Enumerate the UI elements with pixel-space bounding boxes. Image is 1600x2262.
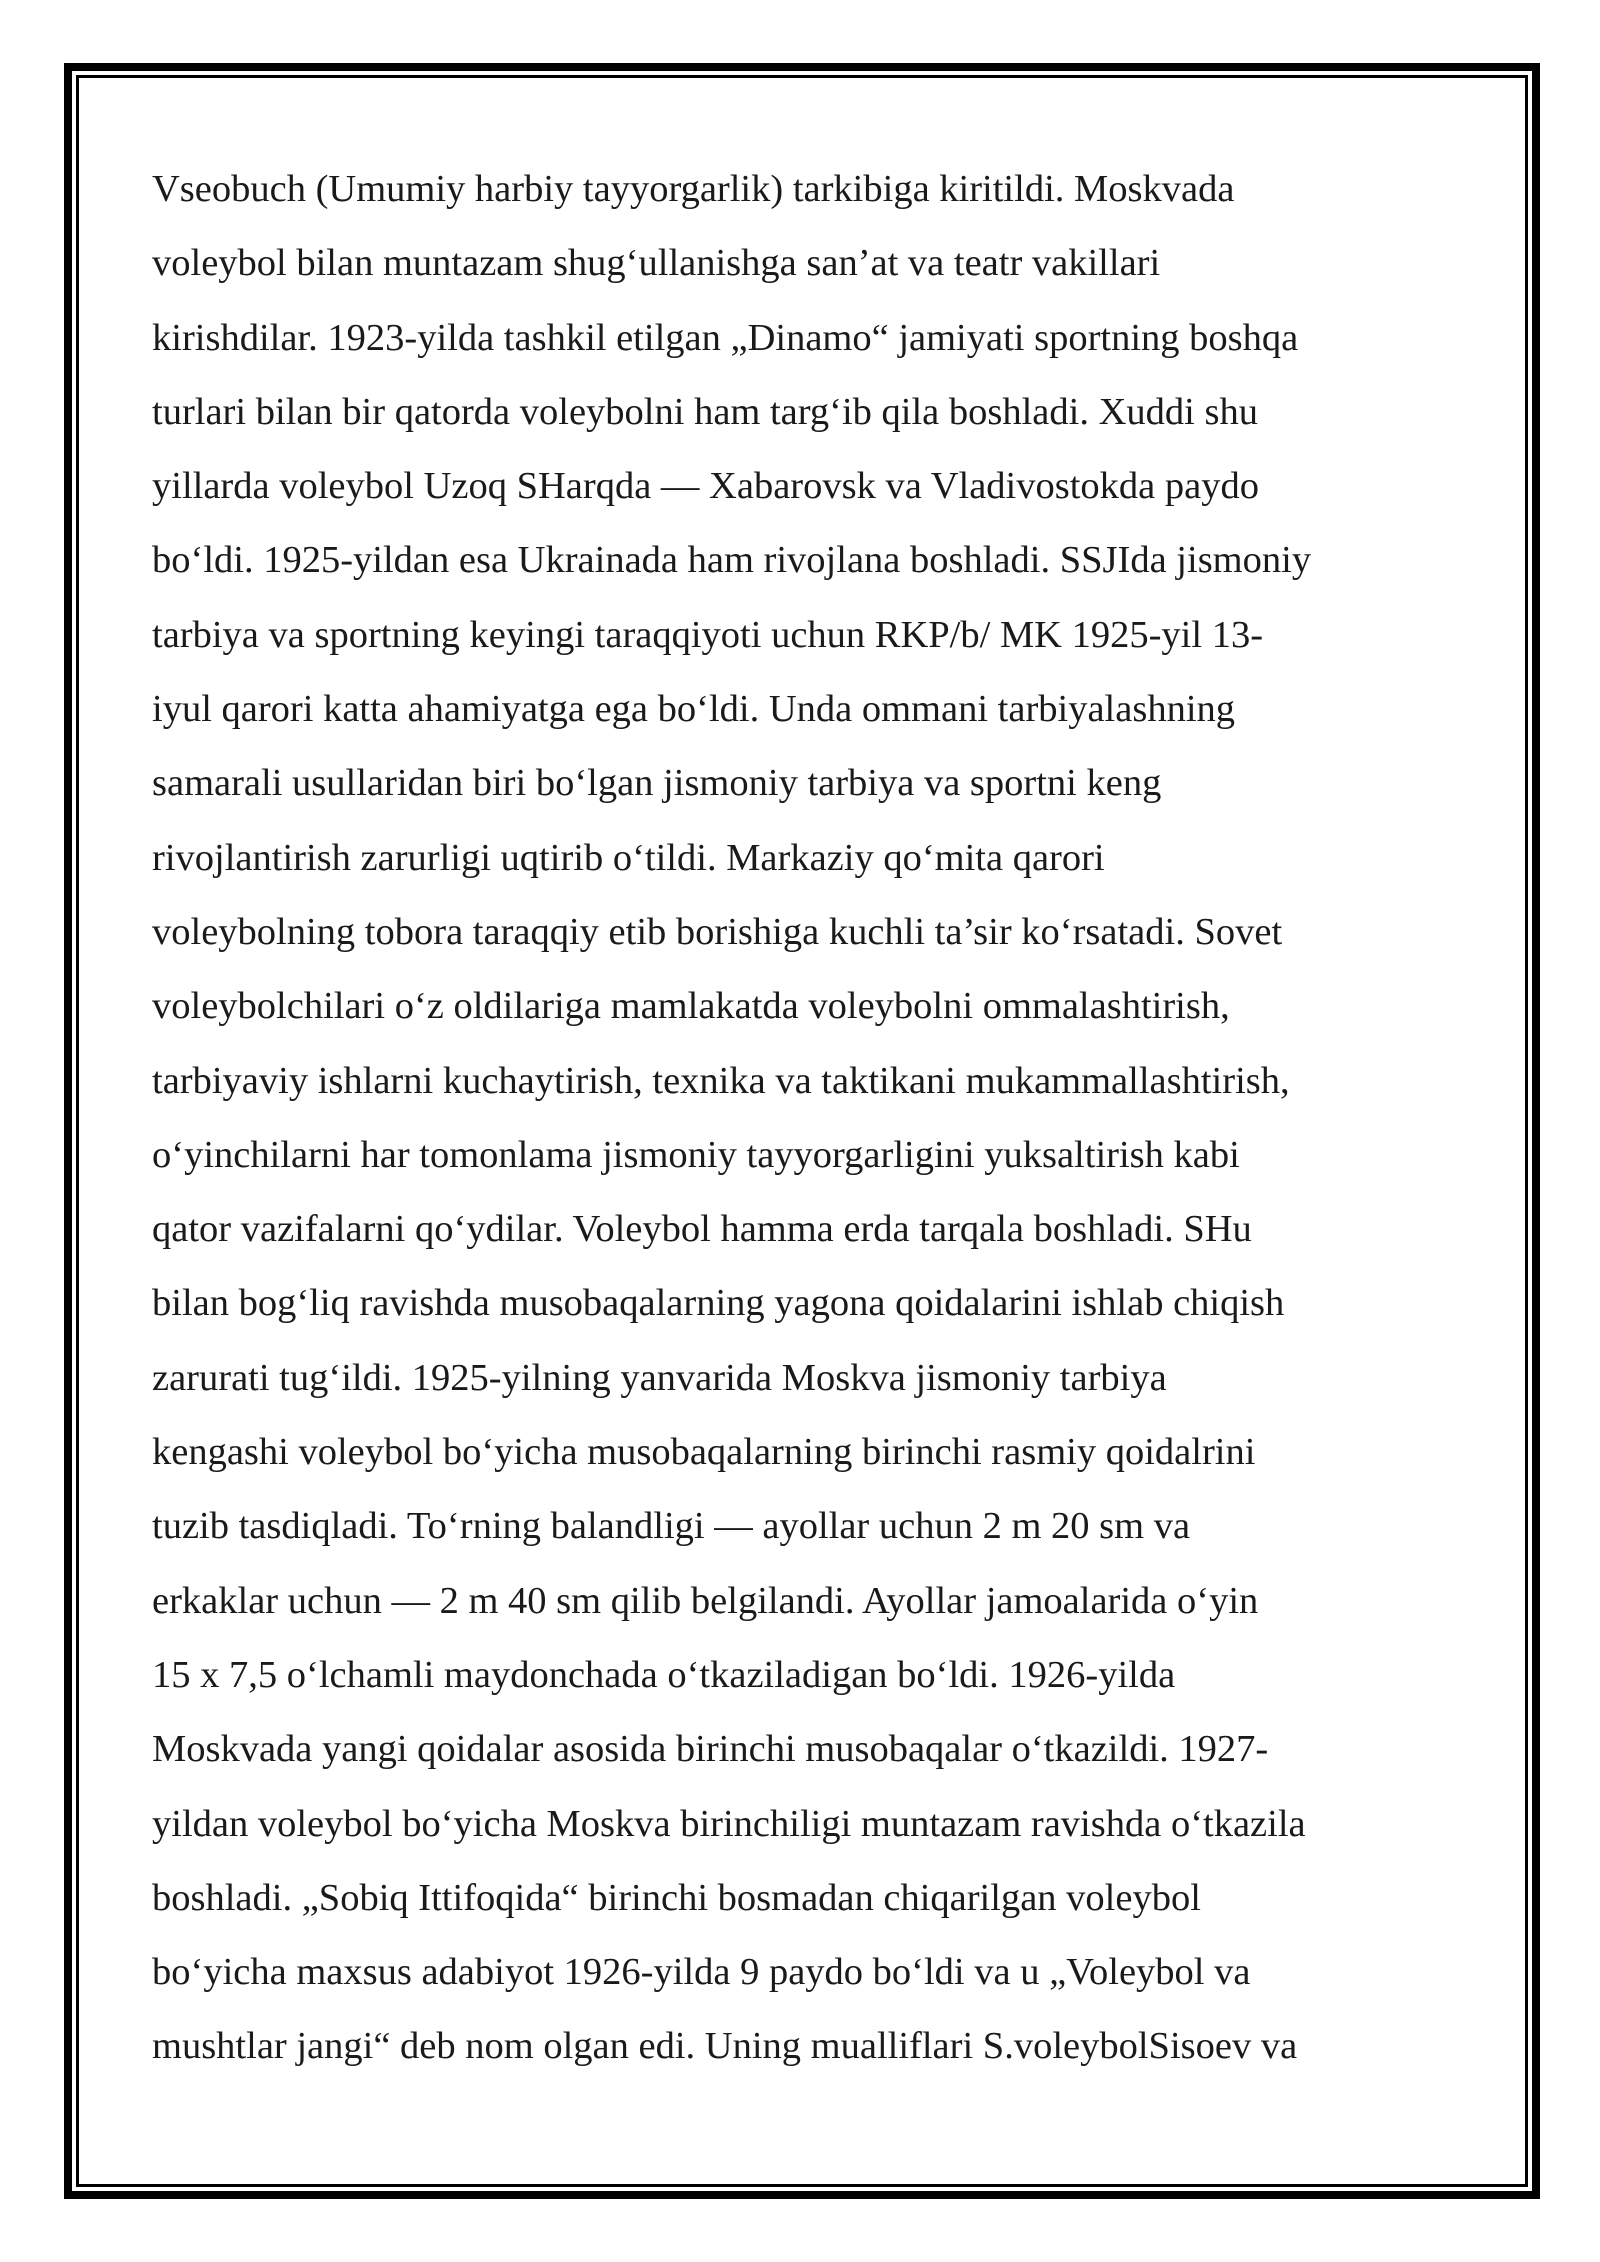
text-line: o‘yinchilarni har tomonlama jismoniy tayyorgarligini yuksaltirish kabi <box>152 1133 1240 1176</box>
text-line: mushtlar jangi“ deb nom olgan edi. Uning mualliflari S.voleybolSisoev va <box>152 2025 1298 2068</box>
text-line: bo‘ldi. 1925-yildan esa Ukrainada ham rivojlana boshladi. SSJIda jismoniy <box>152 539 1312 582</box>
text-line: Moskvada yangi qoidalar asosida birinchi musobaqalar o‘tkazildi. 1927- <box>152 1728 1269 1771</box>
text-line: kirishdilar. 1923-yilda tashkil etilgan „Dinamo“ jamiyati sportning boshqa <box>152 316 1299 359</box>
text-line: tarbiyaviy ishlarni kuchaytirish, texnika va taktikani mukammallashtirish, <box>152 1059 1290 1102</box>
text-line: 15 x 7,5 o‘lchamli maydonchada o‘tkaziladigan bo‘ldi. 1926-yilda <box>152 1653 1176 1696</box>
text-line: tuzib tasdiqladi. To‘rning balandligi — ayollar uchun 2 m 20 sm va <box>152 1505 1191 1548</box>
text-line: yillarda voleybol Uzoq SHarqda — Xabarovsk va Vladivostokda paydo <box>152 465 1259 508</box>
text-line: turlari bilan bir qatorda voleybolni ham targ‘ib qila boshladi. Xuddi shu <box>152 390 1258 433</box>
text-line: erkaklar uchun — 2 m 40 sm qilib belgilandi. Ayollar jamoalarida o‘yin <box>152 1579 1259 1622</box>
text-line: kengashi voleybol bo‘yicha musobaqalarning birinchi rasmiy qoidalrini <box>152 1431 1256 1474</box>
text-line: bilan bog‘liq ravishda musobaqalarning yagona qoidalarini ishlab chiqish <box>152 1282 1285 1325</box>
text-line: samarali usullaridan biri bo‘lgan jismoniy tarbiya va sportni keng <box>152 762 1162 805</box>
text-line: iyul qarori katta ahamiyatga ega bo‘ldi. Unda ommani tarbiyalashning <box>152 688 1236 731</box>
text-line: rivojlantirish zarurligi uqtirib o‘tildi. Markaziy qo‘mita qarori <box>152 836 1105 879</box>
text-line: voleybolning tobora taraqqiy etib borishiga kuchli ta’sir ko‘rsatadi. Sovet <box>152 910 1283 953</box>
text-line: Vseobuch (Umumiy harbiy tayyorgarlik) tarkibiga kiritildi. Moskvada <box>152 168 1235 210</box>
text-line: yildan voleybol bo‘yicha Moskva birinchiligi muntazam ravishda o‘tkazila <box>152 1802 1306 1845</box>
text-line: bo‘yicha maxsus adabiyot 1926-yilda 9 paydo bo‘ldi va u „Voleybol va <box>152 1951 1251 1994</box>
text-line: boshladi. „Sobiq Ittifoqida“ birinchi bosmadan chiqarilgan voleybol <box>152 1876 1201 1919</box>
document-body <box>152 152 1452 2084</box>
text-line: voleybol bilan muntazam shug‘ullanishga san’at va teatr vakillari <box>152 242 1161 285</box>
text-line: tarbiya va sportning keyingi taraqqiyoti uchun RKP/b/ MK 1925-yil 13- <box>152 613 1264 656</box>
text-line: qator vazifalarni qo‘ydilar. Voleybol hamma erda tarqala boshladi. SHu <box>152 1208 1252 1251</box>
text-line: zarurati tug‘ildi. 1925-yilning yanvarida Moskva jismoniy tarbiya <box>152 1356 1167 1399</box>
text-line: voleybolchilari o‘z oldilariga mamlakatda voleybolni ommalashtirish, <box>152 985 1230 1028</box>
